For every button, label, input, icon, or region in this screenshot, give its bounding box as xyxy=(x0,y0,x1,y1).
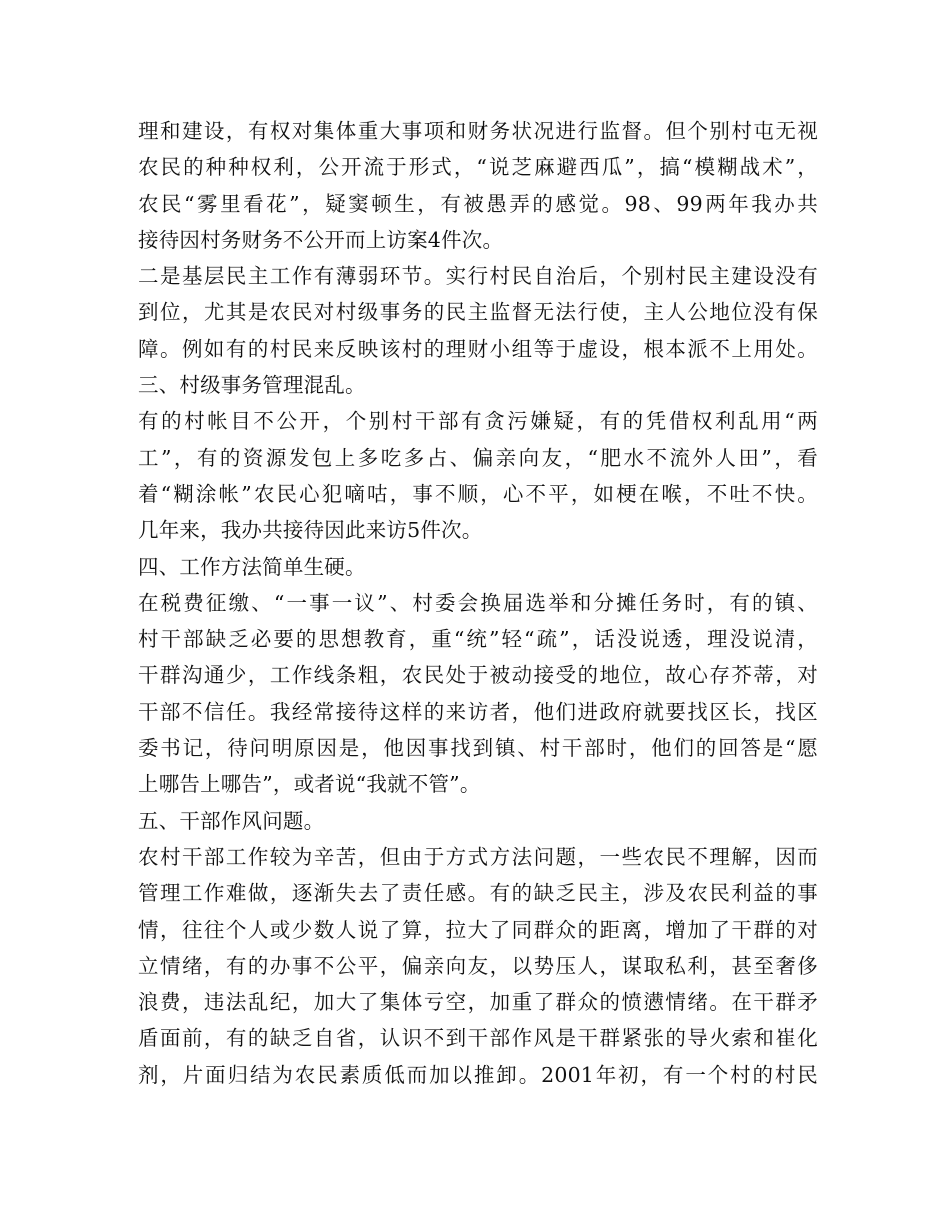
text-line: 理和建设，有权对集体重大事项和财务状况进行监督。但个别村屯无视 xyxy=(138,119,818,143)
text-line: 障。例如有的村民来反映该村的理财小组等于虚设，根本派不上用处。 xyxy=(138,336,818,361)
text-line: 浪费，违法乱纪，加大了集体亏空，加重了群众的愤懑情绪。在干群矛 xyxy=(138,990,818,1015)
text-line: 有的村帐目不公开，个别村干部有贪污嫌疑，有的凭借权利乱用“两 xyxy=(138,409,818,434)
text-line: 几年来，我办共接待因此来访5件次。 xyxy=(138,518,483,543)
text-line: 委书记，待问明原因是，他因事找到镇、村干部时，他们的回答是“愿 xyxy=(138,736,818,761)
text-line: 二是基层民主工作有薄弱环节。实行村民自治后，个别村民主建设没有 xyxy=(138,264,818,289)
text-line: 到位，尤其是农民对村级事务的民主监督无法行使，主人公地位没有保 xyxy=(138,300,818,325)
text-line: 四、工作方法简单生硬。 xyxy=(138,554,366,579)
document-body xyxy=(138,113,818,1093)
text-line: 剂，片面归结为农民素质低而加以推卸。2001年初，有一个村的村民 xyxy=(138,1062,818,1087)
text-line: 在税费征缴、“一事一议”、村委会换届选举和分摊任务时，有的镇、 xyxy=(138,590,818,615)
text-line: 农民“雾里看花”，疑窦顿生，有被愚弄的感觉。98、99两年我办共 xyxy=(138,191,818,216)
text-line: 上哪告上哪告”，或者说“我就不管”。 xyxy=(138,772,481,797)
text-line: 五、干部作风问题。 xyxy=(138,808,325,833)
text-line: 农村干部工作较为辛苦，但由于方式方法问题，一些农民不理解，因而 xyxy=(138,844,818,869)
text-line: 干部不信任。我经常接待这样的来访者，他们进政府就要找区长，找区 xyxy=(138,699,818,724)
text-line: 盾面前，有的缺乏自省，认识不到干部作风是干群紧张的导火索和崔化 xyxy=(138,1026,818,1051)
text-line: 农民的种种权利，公开流于形式，“说芝麻避西瓜”，搞“模糊战术”， xyxy=(138,155,818,180)
text-line: 三、村级事务管理混乱。 xyxy=(138,373,366,398)
text-line: 干群沟通少，工作线条粗，农民处于被动接受的地位，故心存芥蒂，对 xyxy=(138,663,818,688)
text-line: 情，往往个人或少数人说了算，拉大了同群众的距离，增加了干群的对 xyxy=(138,917,818,942)
text-line: 工”，有的资源发包上多吃多占、偏亲向友，“肥水不流外人田”，看 xyxy=(138,445,818,470)
text-line: 村干部缺乏必要的思想教育，重“统”轻“疏”，话没说透，理没说清， xyxy=(138,627,818,652)
text-line: 接待因村务财务不公开而上访案4件次。 xyxy=(138,227,504,252)
text-line: 管理工作难做，逐渐失去了责任感。有的缺乏民主，涉及农民利益的事 xyxy=(138,881,818,906)
text-line: 立情绪，有的办事不公平，偏亲向友，以势压人，谋取私利，甚至奢侈 xyxy=(138,953,818,978)
text-line: 着“糊涂帐”农民心犯嘀咕，事不顺，心不平，如梗在喉，不吐不快。 xyxy=(138,481,818,506)
